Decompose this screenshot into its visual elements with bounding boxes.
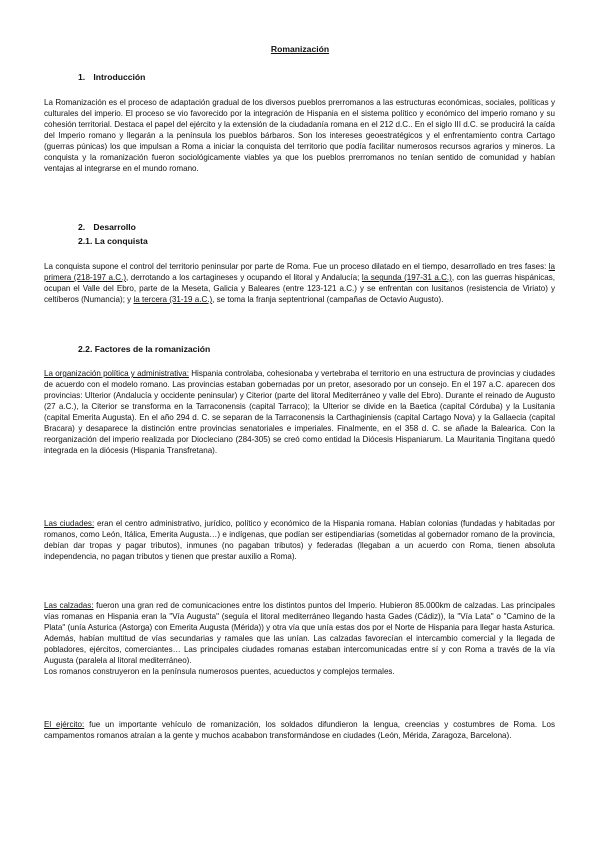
calzadas-extra: Los romanos construyeron en la península numerosos puentes, acueductos y complejos termales. bbox=[44, 667, 395, 677]
intro-text: La Romanización es el proceso de adaptación gradual de los diversos pueblos prerromanos a las estructuras económicas, sociales, políticas y culturales del imperio. El proceso se vio favorecido por la integración de Hispania en el sistema político y económico del imperio romano y su cohesión territorial. Destaca el papel del ejército y la extensión de la ciudadanía romana en el 212 d.C.. En el siglo III d.C. se producirá la caída del Imperio romano y llegarán a la península los pueblos bárbaros. Son los intereses geoestratégicos y el enfrentamiento contra Cartago (guerras púnicas) los que impulsan a Roma a iniciar la conquista del territorio que podía facilitar numerosos recursos agrarios y mineros. La conquista y la romanización fueron sociológicamente viables ya que los pueblos prerromanos no tenían sentido de comunidad y habían ventajas al integrarse en el mundo romano. bbox=[44, 98, 555, 174]
ciudades-label: Las ciudades: bbox=[44, 519, 95, 528]
heading-number: 2.2. bbox=[78, 344, 93, 354]
fase-tercera: la tercera (31-19 a.C.) bbox=[133, 295, 213, 305]
conquista-text-part: , derrotando a los cartagineses y ocupando el litoral y Andalucía; bbox=[126, 273, 362, 283]
calzadas-label: Las calzadas: bbox=[44, 601, 94, 610]
heading-number: 2. bbox=[78, 222, 86, 232]
heading-text: Introducción bbox=[93, 72, 146, 82]
conquista-text bbox=[44, 261, 555, 305]
fase-primera: la primera (218-197 a.C.) bbox=[44, 262, 555, 283]
conquista-text-part: La conquista supone el control del territorio peninsular por parte de Roma. Fue un proceso dilatado en el tiempo, desarrollado en tres fases: bbox=[44, 262, 549, 271]
ejercito-label: El ejército: bbox=[44, 720, 85, 729]
heading-la-conquista bbox=[78, 236, 148, 246]
heading-number: 1. bbox=[78, 72, 86, 82]
ejercito-text bbox=[44, 719, 555, 741]
ejercito-body: fue un importante vehículo de romanización, los soldados difundieron la lengua, creencias y costumbres de Roma. Los campamentos romanos atraían a la gente y muchos acababon transformándose en ciudades (León, Mérida, Zaragoza, Barcelona). bbox=[44, 720, 555, 741]
ejercito-paragraph bbox=[44, 719, 555, 741]
heading-text: La conquista bbox=[94, 236, 148, 246]
heading-text: Factores de la romanización bbox=[94, 344, 211, 354]
calzadas-body: fueron una gran red de comunicaciones entre los distintos puntos del Imperio. Hubieron 85.000km de calzadas. Las principales vías romanas en Hispania eran la "Vía Augusta" (seguía el litoral mediterráneo llegando hasta Gades (Cádiz)), la "Vía Lata" o "Camino de la Plata" (unía Asturica (Astorga) con Emerita Augusta (Mérida)) y otra vía que unía estas dos por el Norte de Hispania para llegar hasta Asturica. Además, habían multitud de vías secundarias y ramales que las unían. Las calzadas favorecían el intercambio comercial y la llegada de pobladores, ejércitos, comerciantes… Las principales ciudades romanas estaban intercomunicadas entre sí y con Roma a través de la vía Augusta (paralela al litoral mediterráneo). bbox=[44, 601, 555, 666]
heading-desarrollo bbox=[78, 222, 136, 232]
organizacion-body: Hispania controlaba, cohesionaba y vertebraba el territorio en una estructura de provincias y ciudades de acuerdo con el modelo romano. Las provincias estaban gobernadas por un pretor, asesorado por un consejo. En el 197 a.C. aparecen dos provincias: Ulterior (Andalucía y occidente peninsular) y Citerior (parte del litoral Mediterráneo y valle del Ebro). Durante el reinado de Augusto (27 a.C.), la Citerior se transforma en la Tarraconensis (capital Tarraco); la Ulterior se divide en la Baetica (capital Córduba) y la Lusitania (capital Emerita Augusta). En el año 294 d. C. se separan de la Tarraconensis la Carthaginiensis (capital Cartago Nova) y la Gallaecia (capital Bracara) y desaparece la distinción entre provincias senatoriales e imperiales. Finalmente, en el 358 d. C. se añade la Balearica. Con la reorganización del imperio realizada por Diocleciano (284-305) se creó como entidad la Diócesis Hispaniarum. La Mauritania Tingitana quedó integrada en la diócesis (Hispania Transfretana). bbox=[44, 369, 556, 456]
conquista-paragraph bbox=[44, 261, 555, 305]
intro-paragraph bbox=[44, 97, 555, 174]
ciudades-body: eran el centro administrativo, jurídico, político y económico de la Hispania romana. Habían colonias (fundadas y habitadas por romanos, como León, Itálica, Emerita Augusta…) e indígenas, que podían ser estipendiarias (sometidas al gobernador romano de la provincia, debían dar tropas y pagar tributos), inmunes (no pagaban tributos) y federadas (llegaban a un acuerdo con Roma, tienen absoluta independencia, no pagan tributos y tienen que prestar auxilio a Roma). bbox=[44, 519, 555, 562]
heading-introduccion bbox=[78, 72, 145, 82]
heading-number: 2.1. bbox=[78, 236, 93, 246]
ciudades-paragraph bbox=[44, 518, 555, 562]
heading-factores bbox=[78, 344, 210, 354]
fase-segunda: la segunda (197-31 a.C.) bbox=[361, 273, 452, 283]
heading-text: Desarrollo bbox=[93, 222, 136, 232]
ciudades-text bbox=[44, 518, 555, 562]
conquista-text-part: , se toma la franja septentrional (campañas de Octavio Augusto). bbox=[212, 295, 444, 305]
organizacion-paragraph bbox=[44, 368, 555, 456]
organizacion-text bbox=[44, 368, 555, 456]
calzadas-paragraph bbox=[44, 600, 555, 677]
conquista-text-part: , con las guerras hispánicas, ocupan el Valle del Ebro, parte de la Meseta, Galicia y Baleares (entre 123-121 a.C.) y se enfrentan con lusitanos (resistencia de Viriato) y celtíberos (Numancia); y bbox=[44, 273, 556, 305]
calzadas-text bbox=[44, 600, 555, 666]
organizacion-label: La organización política y administrativa: bbox=[44, 369, 189, 378]
document-title: Romanización bbox=[270, 44, 330, 54]
